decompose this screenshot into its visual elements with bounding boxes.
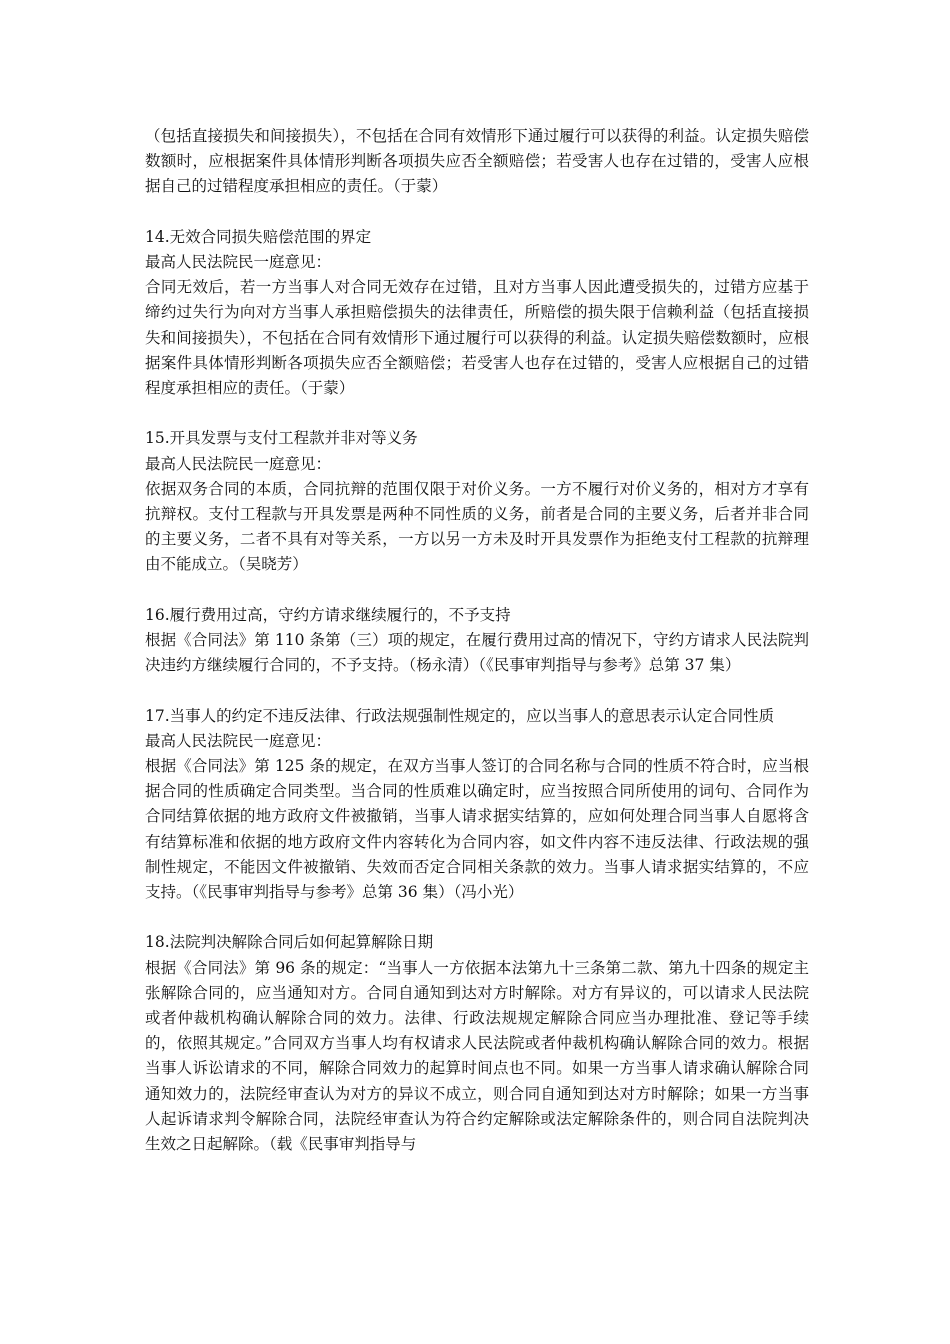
section-body: 根据《合同法》第 96 条的规定：“当事人一方依据本法第九十三条第二款、第九十四条的规定主张解除合同的，应当通知对方。合同自通知到达对方时解除。对方有异议的，可以请求人民法院或者仲裁机构确认解除合同的效力。法律、行政法规规定解除合同应当办理批准、登记等手续的，依照其规定。”合同双方当事人均有权请求人民法院或者仲裁机构确认解除合同的效力。根据当事人诉讼请求的不同，解除合同效力的起算时间点也不同。如果一方当事人请求确认解除合同通知效力的，法院经审查认为对方的异议不成立，则合同自通知到达对方时解除；如果一方当事人起诉请求判令解除合同，法院经审查认为符合约定解除或法定解除条件的，则合同自法院判决生效之日起解除。（载《民事审判指导与 [145, 958, 809, 1154]
paragraph-gap [145, 578, 809, 603]
section-title: 15.开具发票与支付工程款并非对等义务 [145, 429, 418, 448]
section-16 [145, 603, 809, 679]
section-14 [145, 225, 809, 401]
section-source: 最高人民法院民一庭意见： [145, 454, 332, 473]
paragraph-gap [145, 905, 809, 930]
section-body: 根据《合同法》第 110 条第（三）项的规定，在履行费用过高的情况下，守约方请求人民法院判决违约方继续履行合同的，不予支持。（杨永清）（《民事审判指导与参考》总第 37 集） [145, 631, 809, 675]
section-source: 最高人民法院民一庭意见： [145, 731, 332, 750]
section-18 [145, 930, 809, 1157]
paragraph-gap [145, 401, 809, 426]
section-source: 最高人民法院民一庭意见： [145, 253, 332, 271]
section-title: 17.当事人的约定不违反法律、行政法规强制性规定的，应以当事人的意思表示认定合同性质 [145, 706, 775, 725]
section-17 [145, 704, 809, 906]
section-body: 合同无效后，若一方当事人对合同无效存在过错，且对方当事人因此遭受损失的，过错方应基于缔约过失行为向对方当事人承担赔偿损失的法律责任，所赔偿的损失限于信赖利益（包括直接损失和间接损失），不包括在合同有效情形下通过履行可以获得的利益。认定损失赔偿数额时，应根据案件具体情形判断各项损失应否全额赔偿；若受害人也存在过错的，受害人应根据自己的过错程度承担相应的责任。（于蒙） [145, 278, 809, 398]
section-15 [145, 426, 809, 577]
section-title: 16.履行费用过高，守约方请求继续履行的，不予支持 [145, 605, 511, 624]
section-title: 18.法院判决解除合同后如何起算解除日期 [145, 933, 434, 952]
section-title: 14.无效合同损失赔偿范围的界定 [145, 227, 372, 246]
paragraph-gap [145, 678, 809, 703]
document-page [145, 124, 809, 1157]
section-body: 依据双务合同的本质，合同抗辩的范围仅限于对价义务。一方不履行对价义务的，相对方才享有抗辩权。支付工程款与开具发票是两种不同性质的义务，前者是合同的主要义务，后者并非合同的主要义务，二者不具有对等关系，一方以另一方未及时开具发票作为拒绝支付工程款的抗辩理由不能成立。（吴晓芳） [145, 479, 809, 574]
intro-paragraph: （包括直接损失和间接损失），不包括在合同有效情形下通过履行可以获得的利益。认定损失赔偿数额时，应根据案件具体情形判断各项损失应否全额赔偿；若受害人也存在过错的，受害人应根据自己的过错程度承担相应的责任。（于蒙） [145, 127, 809, 196]
section-body: 根据《合同法》第 125 条的规定，在双方当事人签订的合同名称与合同的性质不符合时，应当根据合同的性质确定合同类型。当合同的性质难以确定时，应当按照合同所使用的词句、合同作为合同结算依据的地方政府文件被撤销，当事人请求据实结算的，应如何处理合同当事人自愿将含有结算标准和依据的地方政府文件内容转化为合同内容，如文件内容不违反法律、行政法规的强制性规定，不能因文件被撤销、失效而否定合同相关条款的效力。当事人请求据实结算的，不应支持。（《民事审判指导与参考》总第 36 集）（冯小光） [145, 757, 809, 902]
paragraph-gap [145, 200, 809, 225]
